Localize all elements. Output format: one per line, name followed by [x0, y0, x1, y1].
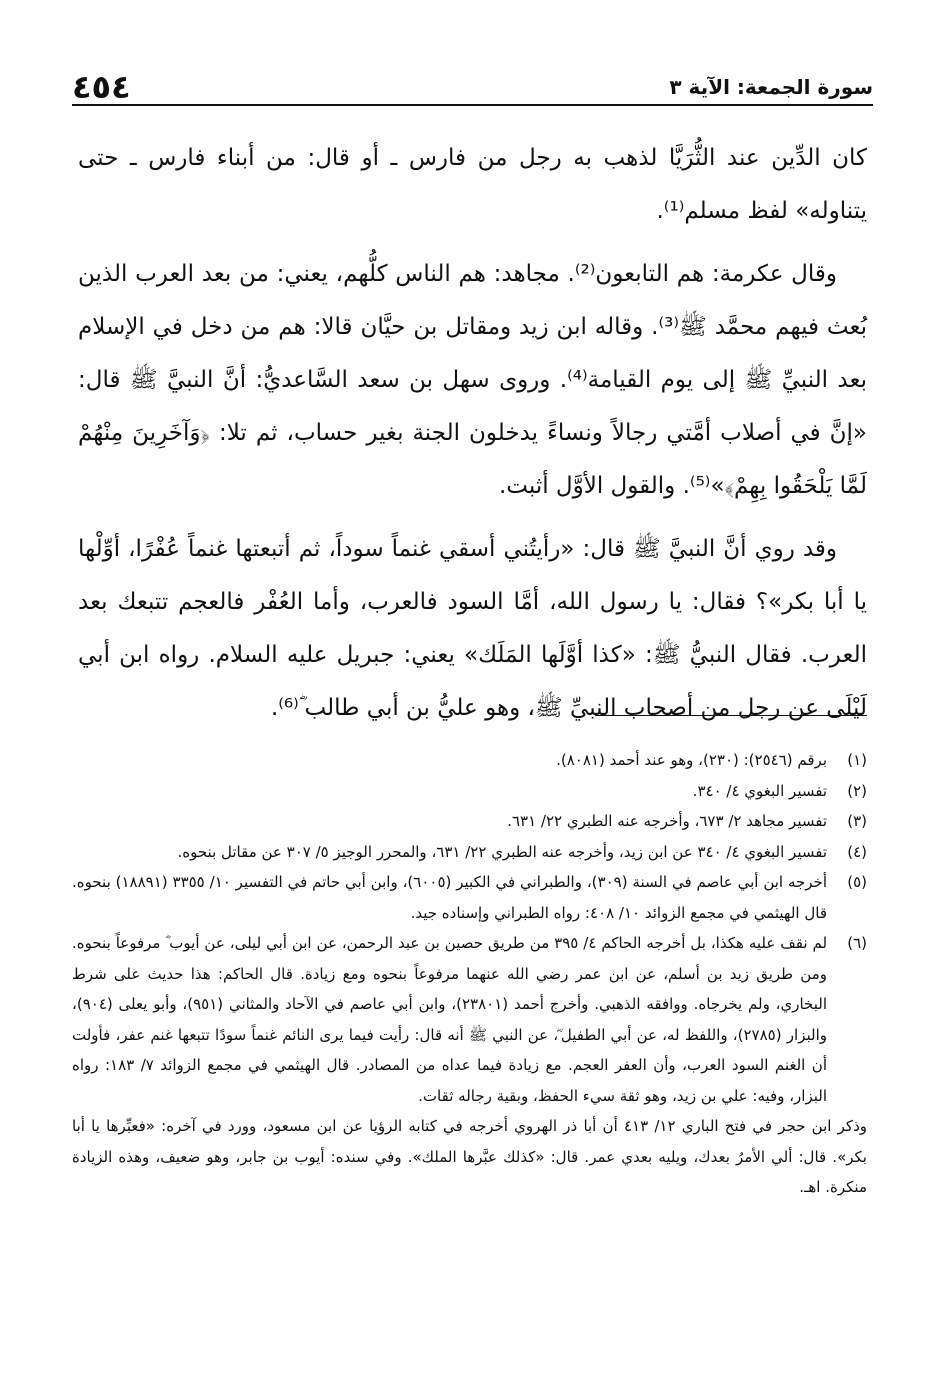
paragraph-1: كان الدِّين عند الثُّرَيَّا لذهب به رجل من فارس ـ أو قال: من أبناء فارس ـ حتى يتناوله» لفظ مسلم⁽¹⁾.: [78, 145, 867, 224]
page-header: [72, 58, 873, 104]
footnote-number: (٦): [847, 934, 867, 952]
footnote-text: برقم (٢٥٤٦): (٢٣٠)، وهو عند أحمد (٨٠٨١).: [556, 751, 827, 769]
footnote-continuation: وذكر ابن حجر في فتح الباري ١٢/ ٤١٣ أن أبا ذر الهروي أخرجه في كتابه الرؤيا عن ابن مسعود، وورد في آخره: «فعبِّرها يا أبا بكر». قال: ألي الأمرُ بعدك، ويليه بعدي عمر. قال: «كذلك عبَّرها الملك». وفي سنده: أيوب بن جابر، وهو ضعيف، وهذه الزيادة منكرة. اهـ.: [72, 1117, 867, 1196]
header-divider: [72, 104, 873, 106]
footnote-number: (٢): [847, 781, 867, 800]
footnote-3: [72, 806, 867, 837]
footnote-1: [72, 745, 867, 776]
running-title: سورة الجمعة: الآية ٣: [669, 75, 873, 99]
footnote-2: [72, 776, 867, 807]
footnote-6: [72, 928, 867, 1111]
page-number: ٤٥٤: [72, 68, 131, 106]
footnote-number: (١): [847, 751, 867, 769]
footnote-5: [72, 867, 867, 928]
paragraph-3: وقد روي أنَّ النبيَّ ﷺ قال: «رأيتُني أسقي غنماً سوداً، ثم أتبعتها غنماً عُفْرًا، أوِّلْها يا أبا بكر»؟ فقال: يا رسول الله، أمَّا السود فالعرب، وأما العُفْر فالعجم تتبعك بعد العرب. فقال النبيُّ ﷺ: «كذا أوَّلَها المَلَك» يعني: جبريل عليه السلام. رواه ابن أبي لَيْلَى عن رجل من أصحاب النبيِّ ﷺ، وهو عليُّ بن أبي طالب ؓ⁽⁶⁾.: [78, 536, 867, 721]
footnotes: [72, 745, 867, 1203]
footnote-number: (٤): [847, 842, 867, 861]
footnote-4: [72, 837, 867, 868]
paragraph-2: وقال عكرمة: هم التابعون⁽²⁾. مجاهد: هم الناس كلُّهم، يعني: من بعد العرب الذين بُعث فيهم محمَّد ﷺ⁽³⁾. وقاله ابن زيد ومقاتل بن حيَّان قالا: هم من دخل في الإسلام بعد النبيِّ ﷺ إلى يوم القيامة⁽⁴⁾. وروى سهل بن سعد السَّاعديُّ: أنَّ النبيَّ ﷺ قال: «إنَّ في أصلاب أمَّتي رجالاً ونساءً يدخلون الجنة بغير حساب، ثم تلا: ﴿وَآخَرِينَ مِنْهُمْ لَمَّا يَلْحَقُوا بِهِمْ﴾»⁽⁵⁾. والقول الأوَّل أثبت.: [78, 261, 868, 499]
footnote-divider: [595, 715, 867, 716]
footnote-text: أخرجه ابن أبي عاصم في السنة (٣٠٩)، والطبراني في الكبير (٦٠٠٥)، وابن أبي حاتم في التفسير ١٠/ ٣٣٥٥ (١٨٨٩١) بنحوه. قال الهيثمي في مجمع الزوائد ١٠/ ٤٠٨: رواه الطبراني وإسناده جيد.: [72, 873, 827, 922]
footnote-number: (٥): [847, 873, 867, 891]
footnote-text: لم نقف عليه هكذا، بل أخرجه الحاكم ٤/ ٣٩٥ من طريق حصين بن عبد الرحمن، عن ابن أبي ليلى، عن أيوب ؓ مرفوعاً بنحوه. ومن طريق زيد بن أسلم، عن ابن عمر رضي الله عنهما مرفوعاً بنحوه ومع زيادة. قال الحاكم: هذا حديث على شرط البخاري، ولم يخرجاه. ووافقه الذهبي. وأخرج أحمد (٢٣٨٠١)، وابن أبي عاصم في الآحاد والمثاني (٩٥١)، وأبو يعلى (٩٠٤)، والبزار (٢٧٨٥)، واللفظ له، عن أبي الطفيل ؓ، عن النبي ﷺ أنه قال: رأيت فيما يرى النائم غنماً سودًا تتبعها غنم عفر، فأولت أن الغنم السود العرب، وأن العفر العجم. مع زيادة فيما عداه من المصادر. قال الهيثمي في مجمع الزوائد ٧/ ١٨٣: رواه البزار، وفيه: علي بن زيد، وهو ثقة سيء الحفظ، وبقية رجاله ثقات.: [72, 934, 828, 1105]
main-text: [78, 132, 867, 735]
footnote-text: تفسير مجاهد ٢/ ٦٧٣، وأخرجه عنه الطبري ٢٢/ ٦٣١.: [507, 812, 827, 830]
footnote-number: (٣): [847, 812, 867, 830]
footnote-text: تفسير البغوي ٤/ ٣٤٠.: [692, 781, 827, 800]
footnote-text: تفسير البغوي ٤/ ٣٤٠ عن ابن زيد، وأخرجه عنه الطبري ٢٢/ ٦٣١، والمحرر الوجيز ٥/ ٣٠٧ عن مقاتل بنحوه.: [177, 842, 827, 861]
